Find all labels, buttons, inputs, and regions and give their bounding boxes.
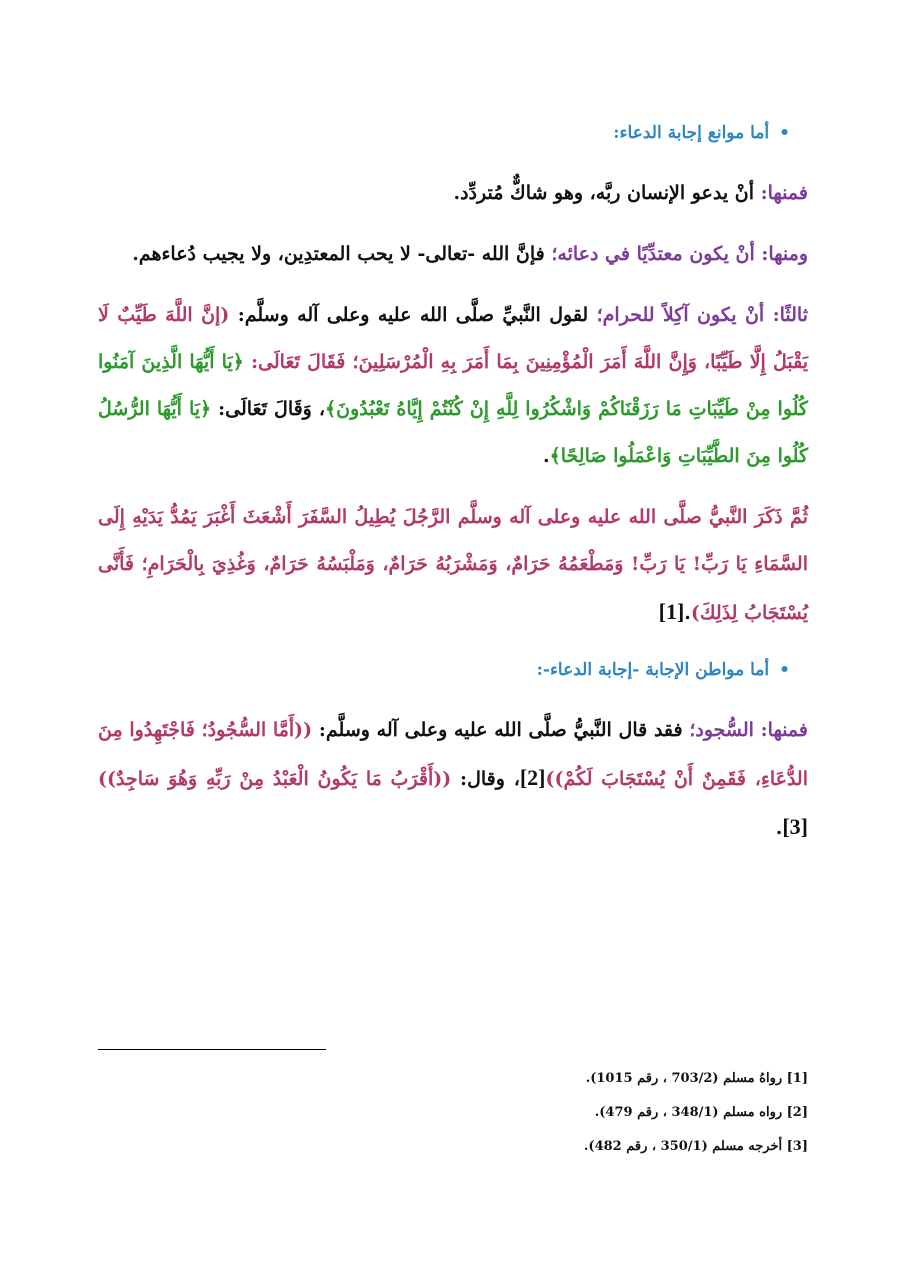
footnote-ref-3[interactable]: [3] bbox=[782, 814, 808, 839]
section-heading-obstacles: •أما موانع إجابة الدعاء: bbox=[613, 123, 790, 143]
hadith-quote: (إنَّ اللَّهَ طَيِّبٌ لَا يَقْبَلُ إِلَّا طَيِّبًا، وَإِنَّ اللَّهَ أَمَرَ الْمُؤْمِنِينَ بِمَا أَمَرَ بِهِ الْمُرْسَلِينَ؛ bbox=[98, 304, 808, 373]
footnote-2: [2] رواه مسلم (348/1 ، رقم 479). bbox=[594, 1105, 808, 1120]
paragraph-sujood bbox=[98, 707, 808, 852]
hadith-quote: ((أَمَّا السُّجُودُ؛ فَاجْتَهِدُوا مِنَ الدُّعَاءِ، فَقَمِنٌ أَنْ يُسْتَجَابَ لَكُمْ)) bbox=[98, 719, 808, 790]
paragraph-text: . bbox=[542, 445, 550, 467]
document-body bbox=[98, 100, 808, 866]
bullet-icon: • bbox=[779, 123, 790, 143]
footnote-ref-1[interactable]: [1] bbox=[658, 599, 685, 624]
paragraph-text: . bbox=[775, 817, 783, 839]
paragraph-text: فإنَّ الله -تعالى- لا يحب المعتدِين، ولا يجيب دُعاءهم. bbox=[132, 243, 552, 265]
bullet-icon: • bbox=[779, 660, 790, 680]
paragraph-text: ، وقال: bbox=[451, 768, 520, 790]
hadith-quote: ثُمَّ ذَكَرَ النَّبيُّ صلَّى الله عليه وعلى آله وسلَّم الرَّجُلَ يُطِيلُ السَّفَرَ أَشْعَثَ أَغْبَرَ يَمُدُّ يَدَيْهِ إِلَى السَّمَاءِ يَا رَبِّ! يَا رَبِّ! وَمَطْعَمُهُ حَرَامٌ، وَمَشْرَبُهُ حَرَامٌ، وَمَلْبَسُهُ حَرَامٌ، وَغُذِيَ بِالْحَرَامِ؛ فَأَنَّى يُسْتَجَابُ لِذَلِكَ) bbox=[98, 506, 808, 624]
quran-verse: ﴿يَا أَيُّهَا الَّذِينَ آمَنُوا كُلُوا مِنْ طَيِّبَاتِ مَا رَزَقْنَاكُمْ وَاشْكُرُوا لِلَّهِ إِنْ كُنْتُمْ إِيَّاهُ تَعْبُدُونَ﴾ bbox=[98, 351, 808, 420]
lead-label: فمنها: السُّجود؛ bbox=[689, 719, 809, 741]
paragraph-text: فَقَالَ تَعَالَى: bbox=[243, 351, 353, 373]
paragraph-text: فقد قال النَّبيُّ صلَّى الله عليه وعلى آله وسلَّم: bbox=[312, 719, 690, 741]
paragraph-haram bbox=[98, 292, 808, 480]
lead-label: ثالثًا: أنْ يكون آكِلاً للحرام؛ bbox=[596, 304, 808, 326]
paragraph-traveler bbox=[98, 494, 808, 637]
footnote-divider bbox=[98, 1049, 326, 1050]
hadith-quote: ((أَقْرَبُ مَا يَكُونُ الْعَبْدُ مِنْ رَبِّهِ وَهُوَ سَاجِدٌ)) bbox=[98, 768, 452, 790]
paragraph-doubt bbox=[98, 170, 808, 217]
paragraph-transgression bbox=[98, 231, 808, 278]
lead-label: فمنها: bbox=[760, 182, 808, 204]
paragraph-text: . bbox=[684, 602, 691, 624]
footnote-3: [3] أخرجه مسلم (350/1 ، رقم 482). bbox=[583, 1139, 808, 1154]
footnote-1: [1] رواهُ مسلم (703/2 ، رقم 1015). bbox=[585, 1071, 808, 1086]
paragraph-text: لقول النَّبيِّ صلَّى الله عليه وعلى آله وسلَّم: bbox=[229, 304, 597, 326]
paragraph-text: أنْ يدعو الإنسان ربَّه، وهو شاكٌّ مُتردِّد. bbox=[453, 182, 761, 204]
footnote-ref-2[interactable]: [2] bbox=[519, 765, 546, 790]
footnotes bbox=[98, 1062, 808, 1164]
quran-verse: ﴿يَا أَيُّهَا الرُّسُلُ كُلُوا مِنَ الطَّيِّبَاتِ وَاعْمَلُوا صَالِحًا﴾ bbox=[98, 398, 808, 467]
section-heading-places: •أما مواطن الإجابة -إجابة الدعاء-: bbox=[536, 660, 790, 680]
paragraph-text: ، وَقَالَ تَعَالَى: bbox=[211, 398, 325, 420]
lead-label: ومنها: أنْ يكون معتدِّيًا في دعائه؛ bbox=[551, 243, 808, 265]
